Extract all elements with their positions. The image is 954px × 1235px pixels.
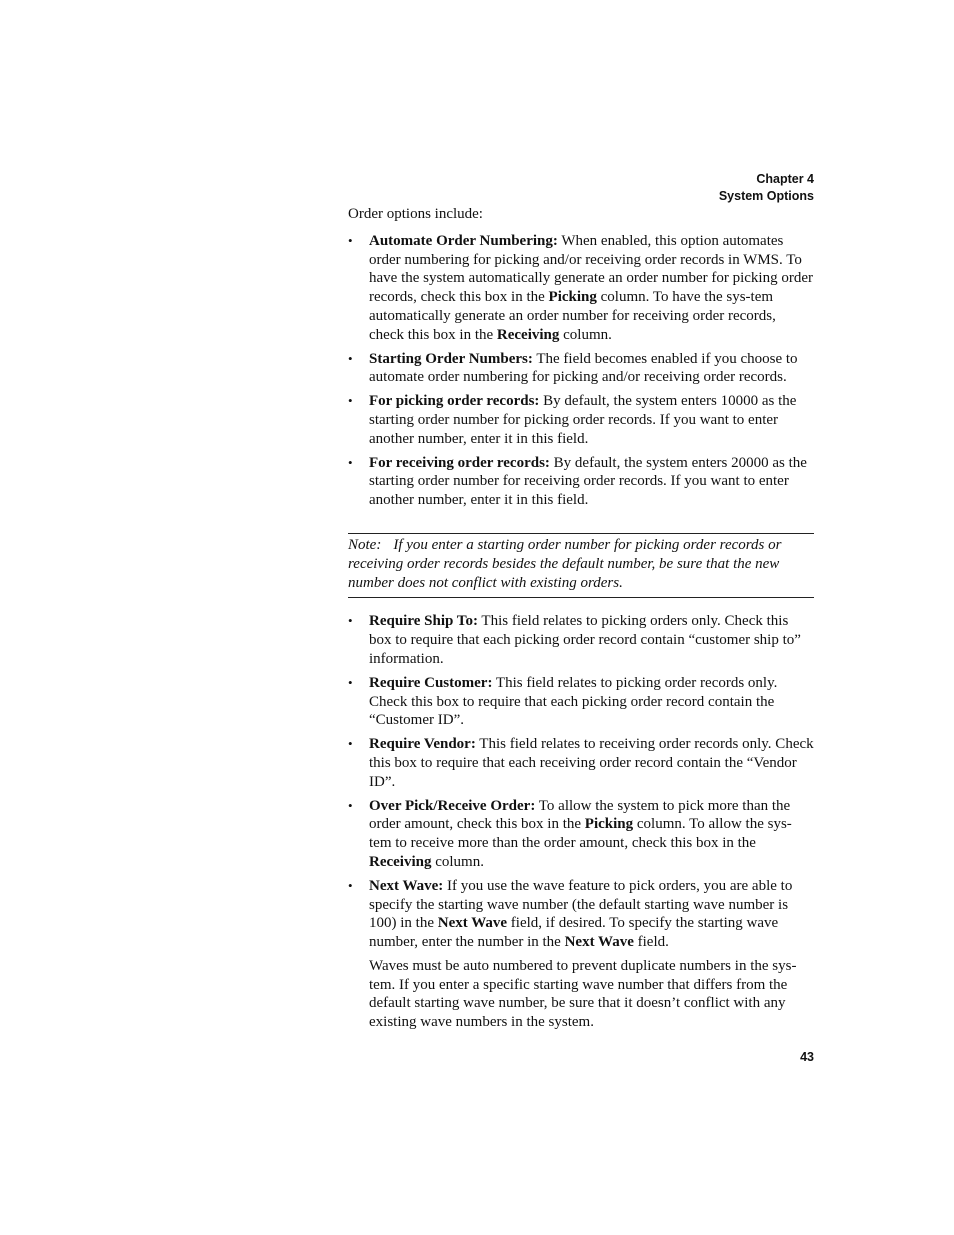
page-number: 43 [800,1050,814,1064]
list-item [348,232,814,345]
list-item [348,350,814,388]
bold-term: Picking [548,289,597,306]
item-text: This field relates to picking order records only. Check this box to require that each picking order record contain the “Customer ID”. [369,674,778,729]
bold-term: For picking order records: [369,393,540,410]
item-text: field, if desired. To specify the starting wave number, enter the number in the [369,915,779,951]
bold-term: Receiving [369,853,432,870]
item-text: column. To allow the sys-tem to receive more than the order amount, check this box in the [369,816,792,852]
bold-term: Starting Order Numbers: [369,350,533,367]
item-text: To allow the system to pick more than the order amount, check this box in the [369,797,791,833]
item-text: field. [633,934,669,951]
bold-term: Automate Order Numbering: [369,232,558,249]
bold-term: Require Customer: [369,674,493,691]
item-text: By default, the system enters 20000 as the starting order number for receiving order records. If you want to enter another number, enter it in this field. [369,454,807,509]
bold-term: Require Ship To: [369,613,478,630]
order-options-list-1 [348,232,814,510]
item-text: By default, the system enters 10000 as the starting order number for picking order records. If you want to enter another number, enter it in this field. [369,393,797,447]
intro-paragraph: Order options include: [348,206,483,222]
section-title: System Options [718,188,814,203]
list-item [348,454,814,510]
list-item [348,392,814,448]
wave-paragraph: Waves must be auto numbered to prevent duplicate numbers in the sys-tem. If you enter a specific starting wave number that differs from the default starting wave number, be sure that it doesn’t conflict with any existing wave numbers in the system. [369,957,797,1031]
bold-term: Picking [584,816,634,833]
item-text: column. [431,853,484,870]
running-header [719,171,814,204]
bold-term: Over Pick/Receive Order: [369,797,536,814]
bold-term: Require Vendor: [369,736,476,753]
bold-term: Next Wave [564,934,634,951]
item-text: This field relates to receiving order records only. Check this box to require that each receiving order record contain the “Vendor ID”. [369,736,814,790]
bold-term: Next Wave [437,915,508,932]
note-box [348,533,814,598]
note-text: If you enter a starting order number for picking order records or receiving order records besides the default number, be sure that the new number does not conflict with existing orders. [348,536,782,591]
page-body [348,205,814,1032]
item-text: column. To have the sys-tem automatically generate an order number for receiving order records, check this box in the [369,289,776,343]
list-item [348,735,814,791]
item-text: column. [559,326,612,343]
bold-term: Next Wave: [369,877,444,894]
note-label: Note: [348,536,382,553]
order-options-list-2 [348,612,814,952]
list-item [348,612,814,668]
chapter-label: Chapter 4 [756,172,814,186]
list-item [348,877,814,952]
item-text: If you use the wave feature to pick orders, you are able to specify the starting wave number (the default starting wave number is 100) in the [369,877,793,932]
bold-term: For receiving order records: [369,454,550,471]
item-text: This field relates to picking orders only. Check this box to require that each picking order record contain “customer ship to” information. [369,613,801,667]
list-item [348,674,814,730]
item-text: When enabled, this option automates order numbering for picking and/or receiving order records in WMS. To have the system automatically generate an order number for picking order records, check this box in the [369,232,813,306]
bold-term: Receiving [496,326,560,343]
list-item [348,797,814,872]
item-text: The field becomes enabled if you choose to automate order numbering for picking and/or receiving order records. [369,350,798,386]
